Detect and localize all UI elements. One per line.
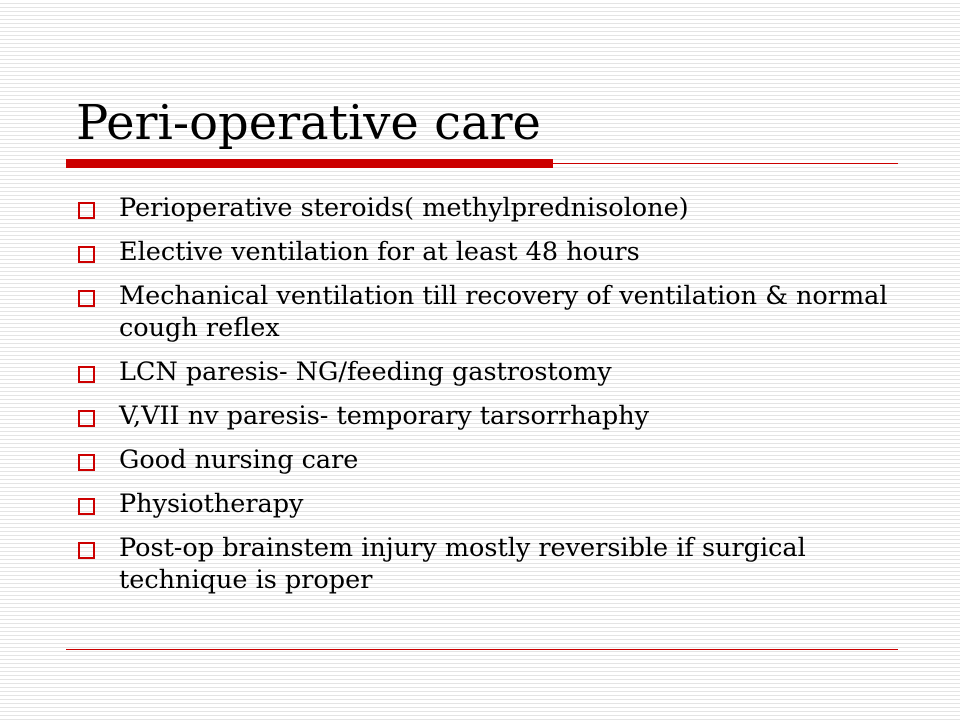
bullet-item xyxy=(76,400,896,432)
footer-rule xyxy=(66,649,898,650)
bullet-text: V,VII nv paresis- temporary tarsorrhaphy xyxy=(119,401,650,431)
bullet-item xyxy=(76,192,896,224)
bullet-text: Perioperative steroids( methylprednisolone) xyxy=(119,193,689,223)
bullet-text: LCN paresis- NG/feeding gastrostomy xyxy=(119,357,612,387)
square-bullet-icon xyxy=(78,454,95,471)
bullet-item xyxy=(76,356,896,388)
bullet-item xyxy=(76,444,896,476)
bullet-list xyxy=(76,192,896,608)
square-bullet-icon xyxy=(78,290,95,307)
square-bullet-icon xyxy=(78,498,95,515)
square-bullet-icon xyxy=(78,410,95,427)
bullet-item xyxy=(76,488,896,520)
square-bullet-icon xyxy=(78,366,95,383)
bullet-item xyxy=(76,532,896,596)
square-bullet-icon xyxy=(78,246,95,263)
bullet-text: Post-op brainstem injury mostly reversible if surgical technique is proper xyxy=(119,533,806,595)
bullet-text: Elective ventilation for at least 48 hours xyxy=(119,237,640,267)
square-bullet-icon xyxy=(78,542,95,559)
bullet-item xyxy=(76,280,896,344)
bullet-item xyxy=(76,236,896,268)
square-bullet-icon xyxy=(78,202,95,219)
title-underline-rule xyxy=(553,163,898,164)
bullet-text: Good nursing care xyxy=(119,445,359,475)
slide-title: Peri-operative care xyxy=(76,95,541,151)
bullet-text: Physiotherapy xyxy=(119,489,304,519)
bullet-text: Mechanical ventilation till recovery of ventilation & normal cough reflex xyxy=(119,281,888,343)
title-underline-accent xyxy=(66,159,553,168)
